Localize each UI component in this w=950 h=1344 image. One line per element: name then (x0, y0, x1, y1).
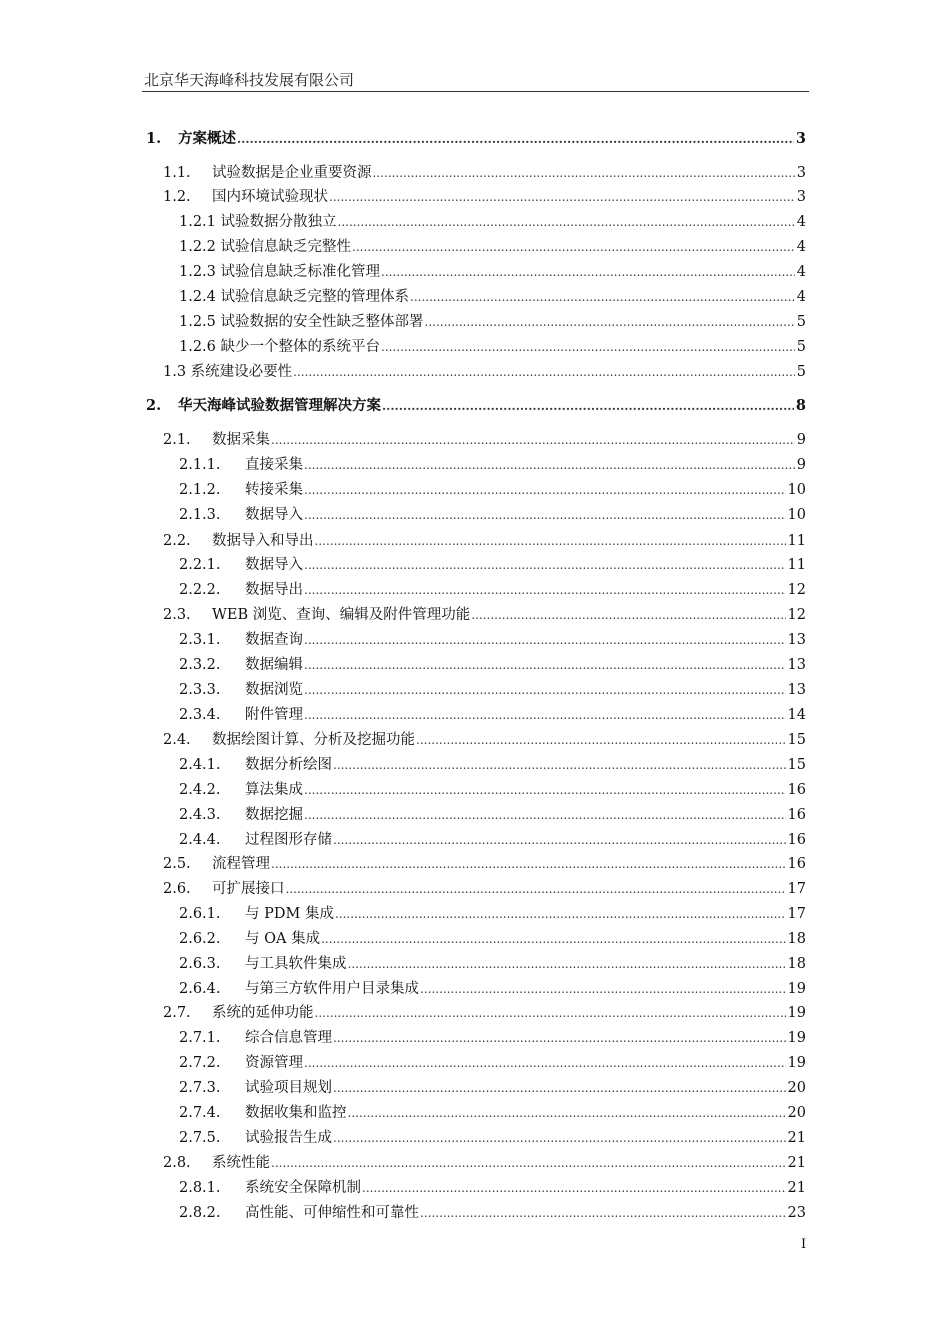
toc-entry[interactable] (179, 1054, 806, 1072)
toc-entry-number: 1.1. (163, 165, 191, 181)
toc-entry-title: 高性能、可伸缩性和可靠性 (245, 1205, 419, 1221)
toc-dot-leader (304, 581, 786, 599)
toc-dot-leader (333, 831, 786, 849)
toc-entry[interactable] (179, 313, 806, 331)
toc-entry-page: 8 (795, 397, 806, 414)
toc-entry-page: 4 (796, 239, 806, 255)
toc-dot-leader (304, 506, 786, 524)
toc-entry-title: 综合信息管理 (245, 1030, 332, 1046)
toc-dot-leader (271, 431, 795, 449)
toc-dot-leader (381, 263, 795, 281)
toc-entry-page: 16 (787, 856, 806, 872)
toc-entry[interactable] (179, 1104, 806, 1122)
toc-entry-page: 21 (787, 1130, 806, 1146)
toc-entry-page: 3 (795, 130, 806, 147)
toc-entry-number: 2. (146, 397, 162, 414)
toc-dot-leader (410, 288, 795, 306)
toc-entry-title: 数据挖掘 (245, 807, 303, 823)
toc-entry-title: 数据浏览 (245, 682, 303, 698)
toc-entry[interactable] (179, 556, 806, 574)
toc-entry-page: 20 (787, 1080, 806, 1096)
toc-entry-number: 2.6.4. (179, 981, 221, 997)
toc-entry[interactable] (179, 781, 806, 799)
toc-entry-page: 17 (787, 906, 806, 922)
toc-entry-title: 数据采集 (212, 432, 270, 448)
toc-entry[interactable] (163, 164, 806, 182)
toc-dot-leader (382, 397, 794, 415)
toc-entry-page: 17 (787, 881, 806, 897)
toc-entry[interactable] (179, 905, 806, 923)
toc-entry-number: 2.2. (163, 533, 191, 549)
toc-dot-leader (271, 855, 786, 873)
company-name: 北京华天海峰科技发展有限公司 (144, 71, 355, 89)
toc-entry-title: 数据导入和导出 (212, 533, 314, 549)
toc-entry-title: 1.2.6 缺少一个整体的系统平台 (179, 339, 381, 355)
toc-entry[interactable] (179, 288, 806, 306)
toc-entry-page: 20 (787, 1105, 806, 1121)
toc-entry-title: 与工具软件集成 (245, 956, 347, 972)
toc-entry[interactable] (179, 681, 806, 699)
toc-entry-title: 附件管理 (245, 707, 303, 723)
toc-entry-page: 12 (787, 582, 806, 598)
toc-entry-title: 1.2.4 试验信息缺乏完整的管理体系 (179, 289, 410, 305)
toc-entry-title: 1.2.3 试验信息缺乏标准化管理 (179, 264, 381, 280)
toc-entry-title: 数据导出 (245, 582, 303, 598)
toc-entry-title: 数据绘图计算、分析及挖掘功能 (212, 732, 415, 748)
toc-dot-leader (304, 681, 786, 699)
toc-dot-leader (304, 806, 786, 824)
toc-dot-leader (304, 706, 786, 724)
toc-dot-leader (338, 213, 795, 231)
toc-entry-title: 系统安全保障机制 (245, 1180, 361, 1196)
toc-entry-page: 13 (787, 657, 806, 673)
toc-entry-title: 转接采集 (245, 482, 303, 498)
toc-entry-number: 2.3.1. (179, 632, 221, 648)
toc-entry-number: 2.7.2. (179, 1055, 221, 1071)
toc-entry-title: 过程图形存储 (245, 832, 332, 848)
toc-entry-title: 方案概述 (178, 130, 236, 147)
toc-entry-number: 2.7.5. (179, 1130, 221, 1146)
toc-entry-title: 数据导入 (245, 507, 303, 523)
toc-entry-number: 2.6.2. (179, 931, 221, 947)
toc-entry[interactable] (179, 756, 806, 774)
toc-entry[interactable] (163, 606, 806, 624)
header-divider (142, 91, 809, 92)
toc-entry-title: 数据分析绘图 (245, 757, 332, 773)
toc-dot-leader (362, 1179, 786, 1197)
toc-entry-page: 4 (796, 214, 806, 230)
toc-entry-title: 华天海峰试验数据管理解决方案 (178, 397, 381, 414)
toc-entry[interactable] (179, 338, 806, 356)
toc-entry[interactable] (179, 831, 806, 849)
toc-entry[interactable] (179, 1179, 806, 1197)
toc-dot-leader (286, 880, 786, 898)
toc-entry-page: 13 (787, 632, 806, 648)
toc-entry-number: 2.4.4. (179, 832, 221, 848)
toc-entry[interactable] (163, 855, 806, 873)
toc-dot-leader (304, 456, 795, 474)
toc-entry[interactable] (179, 1129, 806, 1147)
toc-entry-page: 21 (787, 1180, 806, 1196)
toc-entry[interactable] (179, 481, 806, 499)
toc-entry-page: 12 (787, 607, 806, 623)
toc-entry[interactable] (163, 431, 806, 449)
toc-entry-page: 23 (787, 1205, 806, 1221)
toc-entry-page: 16 (787, 807, 806, 823)
toc-entry[interactable] (179, 806, 806, 824)
toc-entry-title: 与 PDM 集成 (245, 906, 334, 922)
toc-entry-number: 2.3. (163, 607, 191, 623)
toc-entry-title: WEB 浏览、查询、编辑及附件管理功能 (212, 607, 471, 623)
toc-dot-leader (333, 1079, 786, 1097)
toc-entry-number: 2.4. (163, 732, 191, 748)
toc-entry[interactable] (179, 1079, 806, 1097)
toc-entry-title: 数据收集和监控 (245, 1105, 347, 1121)
toc-entry-title: 算法集成 (245, 782, 303, 798)
toc-dot-leader (471, 606, 785, 624)
toc-entry-page: 4 (796, 264, 806, 280)
toc-entry-page: 16 (787, 832, 806, 848)
toc-entry-number: 2.8.2. (179, 1205, 221, 1221)
toc-entry-title: 数据查询 (245, 632, 303, 648)
toc-entry-number: 2.1. (163, 432, 191, 448)
toc-dot-leader (304, 1054, 786, 1072)
toc-entry-number: 2.6.1. (179, 906, 221, 922)
toc-dot-leader (348, 1104, 786, 1122)
toc-entry-page: 14 (787, 707, 806, 723)
toc-dot-leader (425, 313, 795, 331)
toc-entry-page: 15 (787, 757, 806, 773)
toc-entry-title: 国内环境试验现状 (212, 189, 328, 205)
toc-dot-leader (271, 1154, 786, 1172)
toc-entry-number: 2.7.3. (179, 1080, 221, 1096)
toc-entry[interactable] (163, 188, 806, 206)
toc-entry-title: 试验数据是企业重要资源 (212, 165, 372, 181)
toc-entry[interactable] (146, 130, 806, 148)
toc-entry-number: 2.4.2. (179, 782, 221, 798)
toc-entry[interactable] (163, 363, 806, 381)
toc-entry-title: 直接采集 (245, 457, 303, 473)
toc-entry-number: 2.6. (163, 881, 191, 897)
toc-entry[interactable] (179, 1204, 806, 1222)
toc-entry-page: 19 (787, 1030, 806, 1046)
toc-entry-number: 2.2.2. (179, 582, 221, 598)
toc-dot-leader (329, 188, 795, 206)
toc-entry-page: 19 (787, 1055, 806, 1071)
toc-dot-leader (333, 1029, 786, 1047)
toc-entry-number: 2.4.1. (179, 757, 221, 773)
toc-entry-title: 可扩展接口 (212, 881, 285, 897)
toc-entry-number: 2.8.1. (179, 1180, 221, 1196)
toc-entry[interactable] (163, 532, 806, 550)
toc-entry-page: 11 (787, 533, 806, 549)
toc-entry-title: 流程管理 (212, 856, 270, 872)
toc-dot-leader (335, 905, 786, 923)
toc-dot-leader (420, 1204, 786, 1222)
toc-entry-number: 2.7. (163, 1005, 191, 1021)
toc-entry-number: 2.3.4. (179, 707, 221, 723)
toc-entry[interactable] (163, 880, 806, 898)
toc-entry[interactable] (179, 1029, 806, 1047)
toc-dot-leader (293, 363, 795, 381)
toc-dot-leader (304, 556, 786, 574)
toc-entry-page: 10 (787, 507, 806, 523)
toc-entry[interactable] (179, 263, 806, 281)
toc-dot-leader (373, 164, 795, 182)
toc-entry-title: 系统的延伸功能 (212, 1005, 314, 1021)
toc-entry-title: 1.2.2 试验信息缺乏完整性 (179, 239, 352, 255)
toc-entry-page: 4 (796, 289, 806, 305)
toc-dot-leader (333, 756, 786, 774)
toc-entry-number: 2.1.1. (179, 457, 221, 473)
toc-dot-leader (381, 338, 795, 356)
toc-entry-title: 与第三方软件用户目录集成 (245, 981, 419, 997)
toc-entry-title: 试验项目规划 (245, 1080, 332, 1096)
toc-dot-leader (304, 631, 786, 649)
toc-entry-number: 2.8. (163, 1155, 191, 1171)
toc-entry-number: 2.4.3. (179, 807, 221, 823)
toc-entry-number: 2.1.3. (179, 507, 221, 523)
toc-entry-title: 数据编辑 (245, 657, 303, 673)
toc-entry-number: 2.6.3. (179, 956, 221, 972)
toc-entry[interactable] (179, 631, 806, 649)
toc-dot-leader (304, 656, 786, 674)
toc-entry-page: 10 (787, 482, 806, 498)
toc-entry-number: 2.5. (163, 856, 191, 872)
toc-entry-title: 试验报告生成 (245, 1130, 332, 1146)
toc-entry[interactable] (179, 456, 806, 474)
toc-entry-page: 5 (796, 339, 806, 355)
toc-dot-leader (352, 238, 795, 256)
toc-dot-leader (315, 532, 786, 550)
toc-entry[interactable] (179, 930, 806, 948)
toc-dot-leader (420, 980, 786, 998)
toc-entry-number: 2.3.3. (179, 682, 221, 698)
toc-dot-leader (237, 130, 794, 148)
toc-entry-page: 18 (787, 956, 806, 972)
toc-entry[interactable] (163, 731, 806, 749)
toc-entry-page: 21 (787, 1155, 806, 1171)
toc-dot-leader (416, 731, 786, 749)
toc-dot-leader (304, 781, 786, 799)
toc-entry[interactable] (179, 238, 806, 256)
page-number: I (801, 1237, 807, 1252)
toc-dot-leader (304, 481, 786, 499)
toc-entry-page: 13 (787, 682, 806, 698)
toc-dot-leader (348, 955, 786, 973)
toc-entry-title: 数据导入 (245, 557, 303, 573)
toc-entry-page: 9 (796, 432, 806, 448)
toc-entry-number: 1.2. (163, 189, 191, 205)
toc-entry-page: 3 (796, 189, 806, 205)
toc-entry-title: 1.2.1 试验数据分散独立 (179, 214, 337, 230)
toc-entry-page: 9 (796, 457, 806, 473)
toc-entry-title: 1.3 系统建设必要性 (163, 364, 293, 380)
toc-dot-leader (333, 1129, 786, 1147)
toc-entry-title: 系统性能 (212, 1155, 270, 1171)
toc-entry-number: 1. (146, 130, 162, 147)
toc-dot-leader (315, 1004, 786, 1022)
toc-entry[interactable] (179, 980, 806, 998)
toc-entry-number: 2.2.1. (179, 557, 221, 573)
toc-entry-page: 5 (796, 364, 806, 380)
toc-entry[interactable] (179, 213, 806, 231)
toc-entry[interactable] (179, 706, 806, 724)
toc-entry-title: 资源管理 (245, 1055, 303, 1071)
toc-entry[interactable] (146, 397, 806, 415)
toc-entry-number: 2.7.1. (179, 1030, 221, 1046)
toc-entry[interactable] (179, 581, 806, 599)
toc-entry[interactable] (163, 1154, 806, 1172)
toc-entry-title: 与 OA 集成 (245, 931, 321, 947)
toc-entry-page: 18 (787, 931, 806, 947)
toc-entry-number: 2.7.4. (179, 1105, 221, 1121)
toc-entry-page: 19 (787, 1005, 806, 1021)
toc-entry-page: 19 (787, 981, 806, 997)
toc-entry-page: 15 (787, 732, 806, 748)
toc-entry-number: 2.3.2. (179, 657, 221, 673)
toc-entry[interactable] (179, 506, 806, 524)
toc-entry-page: 16 (787, 782, 806, 798)
toc-entry[interactable] (179, 656, 806, 674)
toc-entry-number: 2.1.2. (179, 482, 221, 498)
toc-entry-title: 1.2.5 试验数据的安全性缺乏整体部署 (179, 314, 424, 330)
toc-entry-page: 11 (787, 557, 806, 573)
toc-entry[interactable] (179, 955, 806, 973)
toc-entry-page: 3 (796, 165, 806, 181)
toc-entry[interactable] (163, 1004, 806, 1022)
toc-entry-page: 5 (796, 314, 806, 330)
toc-dot-leader (321, 930, 785, 948)
